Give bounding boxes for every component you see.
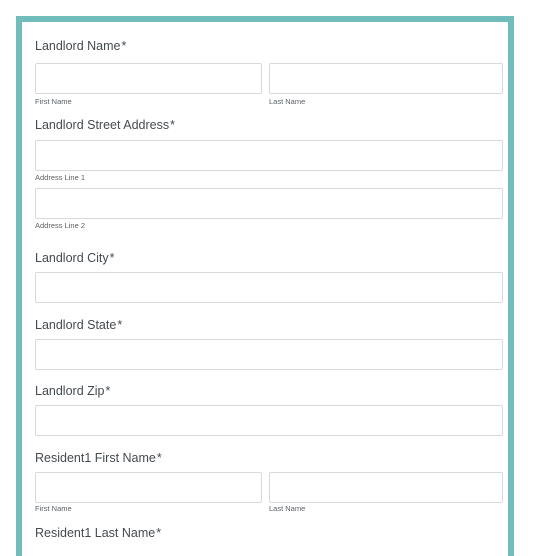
- landlord-street-label-text: Landlord Street Address: [35, 118, 170, 132]
- required-asterisk: *: [156, 451, 162, 465]
- landlord-last-name-sublabel: Last Name: [269, 97, 306, 106]
- landlord-zip-label-text: Landlord Zip: [35, 384, 105, 398]
- required-asterisk: *: [121, 39, 127, 53]
- resident1-last-name-label: [35, 526, 161, 540]
- landlord-last-name-input[interactable]: [269, 63, 503, 94]
- address-line1-sublabel: Address Line 1: [35, 173, 86, 182]
- landlord-state-input[interactable]: [35, 339, 503, 370]
- landlord-state-label: [35, 318, 122, 332]
- landlord-zip-input[interactable]: [35, 405, 503, 436]
- resident1-last-name-label-text: Resident1 Last Name: [35, 526, 156, 540]
- form-container: [16, 16, 514, 556]
- landlord-zip-label: [35, 384, 110, 398]
- landlord-street-label: [35, 118, 175, 132]
- landlord-city-label: [35, 251, 115, 265]
- landlord-name-label-text: Landlord Name: [35, 39, 121, 53]
- landlord-name-label: [35, 39, 126, 53]
- landlord-address-line2-input[interactable]: [35, 188, 503, 219]
- required-asterisk: *: [170, 118, 175, 132]
- address-line2-sublabel: Address Line 2: [35, 221, 86, 230]
- required-asterisk: *: [156, 526, 162, 540]
- resident1-last-name-sublabel: Last Name: [269, 504, 306, 513]
- landlord-city-label-text: Landlord City: [35, 251, 109, 265]
- landlord-city-input[interactable]: [35, 272, 503, 303]
- resident1-first-name-sublabel: First Name: [35, 504, 72, 513]
- resident1-first-name-label: [35, 451, 162, 465]
- resident1-first-name-label-text: Resident1 First Name: [35, 451, 156, 465]
- landlord-state-label-text: Landlord State: [35, 318, 117, 332]
- landlord-address-line1-input[interactable]: [35, 140, 503, 171]
- required-asterisk: *: [105, 384, 111, 398]
- landlord-first-name-sublabel: First Name: [35, 97, 72, 106]
- resident1-first-name-input[interactable]: [35, 472, 262, 503]
- resident1-last-name-input[interactable]: [269, 472, 503, 503]
- landlord-first-name-input[interactable]: [35, 63, 262, 94]
- required-asterisk: *: [109, 251, 115, 265]
- required-asterisk: *: [117, 318, 123, 332]
